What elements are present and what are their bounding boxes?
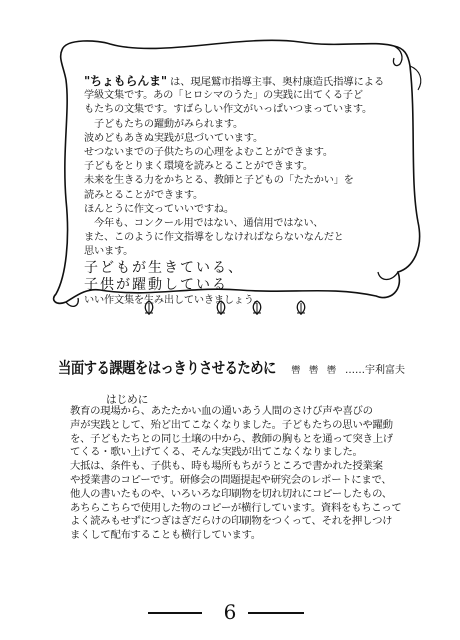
banner-line-emphasis: 子供が躍動している xyxy=(84,276,228,293)
banner-first-line xyxy=(84,74,384,89)
banner-line: 子どもたちの躍動がみられます。 xyxy=(84,118,243,130)
banner-line: 今年も、コンクール用ではない、通信用ではない、 xyxy=(84,218,324,230)
banner-line: いい作文集を生み出していきましょう。 xyxy=(84,294,264,306)
article-heading xyxy=(58,356,438,382)
body-line: 教育の現場から、あたたかい血の通いあう人間のさけび声や喜びの xyxy=(70,405,373,417)
banner-line: また、このように作文指導をしなければならないなんだと xyxy=(84,232,344,244)
section-label: はじめに xyxy=(106,394,149,406)
quote-title: "ちょもらんま" xyxy=(84,74,167,88)
page-number: 6 xyxy=(223,600,237,624)
banner-line: は、現尾鷲市指導主事、奥村康造氏指導による xyxy=(170,76,385,88)
body-line: 声が実践として、殆ど出てこなくなりました。子どもたちの思いや躍動 xyxy=(70,418,393,431)
body-line: よく読みもせずにつぎはぎだらけの印刷物をつくって、それを押しつけ xyxy=(70,515,393,528)
banner-line: もたちの文集です。すばらしい作文がいっぱいつまっています。 xyxy=(84,104,373,116)
banner-line: 思います。 xyxy=(84,246,134,258)
body-line: を、子どもたちとの同じ土壌の中から、教師の胸もとを通って突き上げ xyxy=(70,432,393,445)
body-line: まくして配布することも横行しています。 xyxy=(70,529,261,542)
banner-text xyxy=(84,74,384,308)
banner-line: 学級文集です。あの「ヒロシマのうた」の実践に出てくる子ど xyxy=(84,90,363,102)
banner-line: 未来を生きる力をかちとる、教師と子どもの「たたかい」を xyxy=(84,175,354,187)
footer-rule-right xyxy=(248,612,304,614)
leaf-ornament-icon xyxy=(294,300,308,316)
article-title: 当面する課題をはっきりさせるために xyxy=(58,359,276,377)
ornament-row xyxy=(0,300,460,320)
body-line: あちらこちらで使用した物のコピーが横行しています。資料をもちこって xyxy=(70,501,402,514)
banner-line: ほんとうに作文っていいですね。 xyxy=(84,203,234,215)
page-footer xyxy=(0,600,460,624)
body-line: てくる・歌い上げてくる、そんな実践が出てこなくなりました。 xyxy=(70,446,363,459)
banner-line: 子どもをとりまく環境を読みとることができます。 xyxy=(84,161,313,173)
article-body xyxy=(70,405,410,543)
banner-line: せつないまでの子供たちの心理をよむことができます。 xyxy=(84,147,333,159)
leaf-ornament-icon xyxy=(250,300,264,316)
body-line: 他人の書いたものや、いろいろな印刷物を切れ切れにコピーしたもの、 xyxy=(70,487,392,500)
body-line: や授業書のコピーです。研修会の問題提起や研究会のレポートにまで、 xyxy=(70,473,392,486)
banner-line: 波めどもあきぬ実践が息づいています。 xyxy=(84,132,263,144)
leaf-ornament-icon xyxy=(142,300,156,316)
article-author: ……宇利富夫 xyxy=(345,365,406,376)
banner-line-emphasis: 子どもが生きている、 xyxy=(84,259,244,276)
body-line: 大抵は、条件も、子供も、時も場所もちがうところで書かれた授業案 xyxy=(70,460,383,473)
title-marks: 轡 轡 轡 xyxy=(291,366,340,376)
banner-line: 読みとることができます。 xyxy=(84,189,204,201)
leaf-ornament-icon xyxy=(214,300,228,316)
